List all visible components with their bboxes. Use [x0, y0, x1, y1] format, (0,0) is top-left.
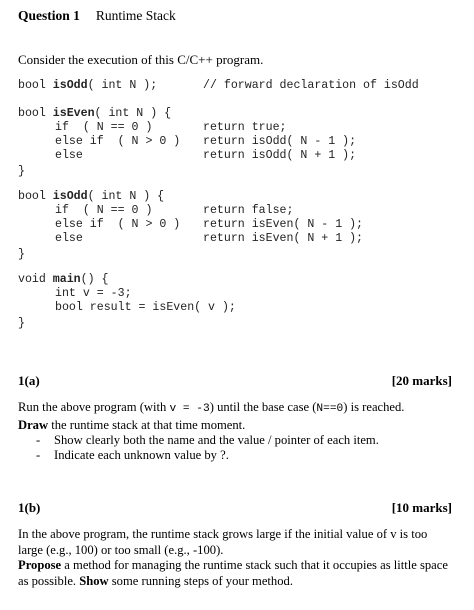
code-isEven-cond-0: if ( N == 0 ): [55, 121, 153, 134]
code-main-close: }: [18, 317, 25, 330]
code-isOdd-ret-1: return isEven( N - 1 );: [203, 218, 364, 231]
part-b-paragraph-1: In the above program, the runtime stack grows large if the initial value of v is too large (e.g., 100) or too small (e.g., -100).: [18, 527, 428, 557]
code-isOdd-cond-0: if ( N == 0 ): [55, 204, 153, 217]
question-topic: Runtime Stack: [95, 8, 176, 23]
code-isEven-ret-2: return isOdd( N + 1 );: [203, 149, 357, 162]
question-header: [18, 8, 176, 24]
code-main-line-1: bool result = isEven( v );: [55, 301, 236, 314]
code-comment: // forward declaration of isOdd: [203, 79, 419, 92]
list-item: - Show clearly both the name and the value / pointer of each item.: [36, 433, 379, 447]
code-isOdd-close: }: [18, 248, 25, 261]
code-isEven-cond-2: else: [55, 149, 83, 162]
code-isEven-ret-0: return true;: [203, 121, 287, 134]
question-number: Question 1: [18, 8, 80, 23]
code-isOdd-ret-2: return isEven( N + 1 );: [203, 232, 364, 245]
code-forward-declaration: bool isOdd( int N );: [18, 79, 158, 92]
code-isOdd-cond-2: else: [55, 232, 83, 245]
part-a-instructions: [18, 400, 450, 463]
intro-text: Consider the execution of this C/C++ program.: [18, 52, 264, 67]
code-isEven-cond-1: else if ( N > 0 ): [55, 135, 181, 148]
part-a-marks: [20 marks]: [391, 373, 452, 388]
code-main-line-0: int v = -3;: [55, 287, 132, 300]
part-a-label: 1(a): [18, 373, 40, 388]
code-isEven-close: }: [18, 165, 25, 178]
code-isEven-ret-1: return isOdd( N - 1 );: [203, 135, 357, 148]
part-a-line-1: Run the above program (with v = -3) until the base case (N==0) is reached.: [18, 400, 405, 415]
part-a-line-2: Draw the runtime stack at that time moment.: [18, 417, 246, 432]
part-b-instructions: [18, 527, 450, 589]
part-b-marks: [10 marks]: [391, 500, 452, 515]
code-isOdd-signature: bool isOdd( int N ) {: [18, 190, 165, 203]
list-item: - Indicate each unknown value by ?.: [36, 448, 229, 462]
code-main-signature: void main() {: [18, 273, 109, 286]
code-isEven-signature: bool isEven( int N ) {: [18, 107, 172, 120]
part-b-paragraph-2: Propose a method for managing the runtime stack such that it occupies as little space as possible. Show some running steps of your method.: [18, 558, 448, 588]
code-isOdd-ret-0: return false;: [203, 204, 294, 217]
code-isOdd-cond-1: else if ( N > 0 ): [55, 218, 181, 231]
part-a-bullet-list: [18, 433, 450, 463]
part-b-label: 1(b): [18, 500, 41, 515]
